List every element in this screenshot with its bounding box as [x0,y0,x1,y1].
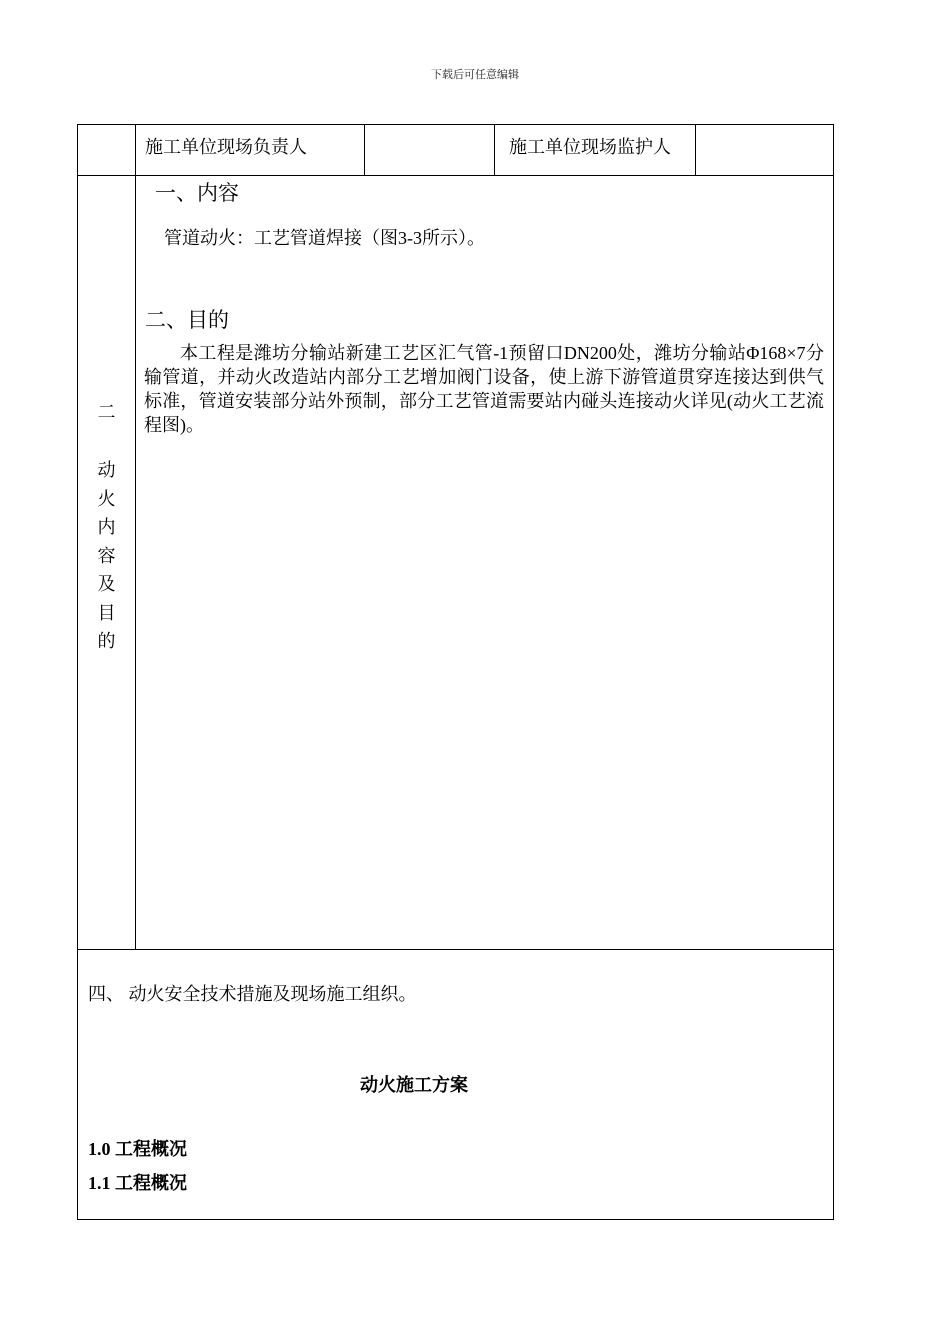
safety-measures-heading: 四、 动火安全技术措施及现场施工组织。 [88,984,417,1004]
side-title-char: 的 [97,631,116,651]
side-title-char: 目 [97,602,116,623]
side-title-char: 及 [97,574,116,594]
side-title-char: 内 [97,517,116,537]
purpose-heading: 二、目的 [145,308,229,332]
col-divider-row1-c [695,124,696,176]
site-supervisor-label: 施工单位现场监护人 [509,137,671,157]
side-title [78,456,135,656]
row-divider-2 [77,949,834,950]
site-manager-label: 施工单位现场负责人 [145,137,307,157]
side-title-char: 动 [97,460,116,480]
plan-title: 动火施工方案 [360,1075,468,1095]
col-divider-row1-b [494,124,495,176]
side-number: 二 [97,402,116,422]
side-title-char: 火 [97,488,116,509]
side-title-char: 容 [97,545,116,566]
purpose-text: 本工程是潍坊分输站新建工艺区汇气管-1预留口DN200处，潍坊分输站Φ168×7分输管道，并动火改造站内部分工艺增加阀门设备，使上游下游管道贯穿连接达到供气标准，管道安装部分站外预制，部分工艺管道需要站内碰头连接动火详见(动火工艺流程图)。 [144,343,824,435]
overview-heading-1-1: 1.1 工程概况 [88,1173,187,1193]
content-heading: 一、内容 [155,181,239,205]
row-divider-1 [77,175,834,176]
form-table [77,124,834,1220]
header-note: 下载后可任意编辑 [431,68,519,81]
content-text: 管道动火：工艺管道焊接（图3-3所示）。 [164,228,485,248]
overview-heading-1-0: 1.0 工程概况 [88,1139,187,1159]
col-divider-left [135,124,136,950]
col-divider-row1-a [364,124,365,176]
